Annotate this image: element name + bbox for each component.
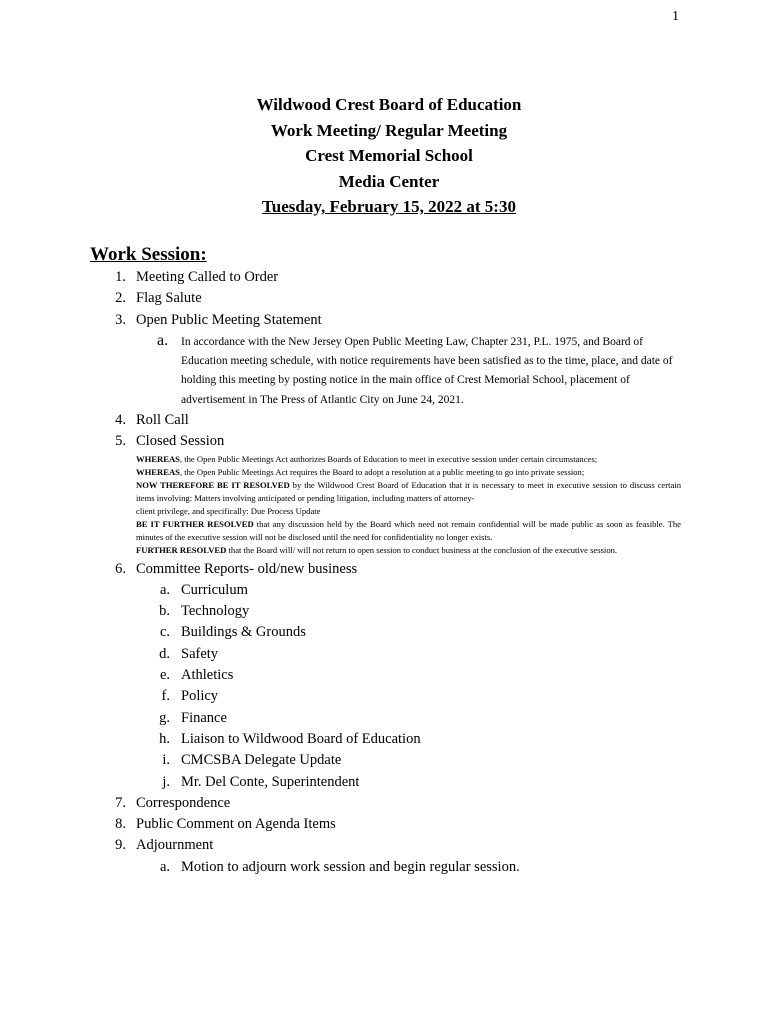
- item-text: Closed Session: [136, 433, 225, 449]
- resolved-text-continued: client privilege, and specifically: Due Process Update: [136, 505, 321, 516]
- sub-list-item: [0, 622, 770, 643]
- sub-list-item: [0, 601, 770, 622]
- sub-item-text: CMCSBA Delegate Update: [181, 752, 342, 769]
- sub-item-letter: g.: [159, 709, 170, 726]
- item-text: Correspondence: [136, 794, 231, 811]
- sub-list-item: [0, 644, 770, 665]
- item-text: Meeting Called to Order: [136, 269, 279, 285]
- further-resolved-label: FURTHER RESOLVED: [136, 544, 227, 555]
- sub-item-text: Athletics: [181, 667, 234, 684]
- sub-list-item: [0, 729, 770, 750]
- item-text: Adjournment: [136, 837, 214, 854]
- item-text: Roll Call: [136, 411, 189, 428]
- list-item: [0, 288, 770, 309]
- further-resolved-text: that the Board will/ will not return to open session to conduct business at the conclusion of the executive session.: [226, 544, 618, 555]
- meeting-location: Media Center: [338, 171, 440, 191]
- sub-item-letter: h.: [159, 730, 170, 747]
- statement-text: In accordance with the New Jersey Open Public Meeting Law, Chapter 231, P.L. 1975, and Board of Education meeting schedule, with notice requirements have been satisfied as to the time, place, and date of holding this meeting by posting notice in the main office of Crest Memorial School, placement of advertisement in The Press of Atlantic City on June 24, 2021.: [181, 335, 673, 406]
- meeting-type: Work Meeting/ Regular Meeting: [270, 120, 508, 140]
- item-text: Open Public Meeting Statement: [136, 311, 322, 328]
- sub-item-letter: e.: [159, 667, 170, 684]
- sub-item-text: Curriculum: [181, 581, 248, 598]
- list-item: [0, 559, 770, 580]
- item-text: Committee Reports- old/new business: [136, 560, 358, 577]
- sub-item-letter: i.: [162, 752, 170, 769]
- whereas-text: , the Open Public Meetings Act requires the Board to adopt a resolution at a public meeting to go into private session;: [179, 467, 585, 478]
- item-number: 6.: [115, 560, 126, 577]
- further-resolved-text: that any discussion held by the Board which need not remain confidential will be made public as soon as feasible. The minutes of the executive session will not be disclosed until the need for confidentiality no longer exists.: [136, 518, 681, 542]
- school-name: Crest Memorial School: [305, 146, 473, 165]
- list-item: [0, 793, 770, 814]
- meeting-date: Tuesday, February 15, 2022 at 5:30: [262, 197, 516, 216]
- page-number: 1: [672, 9, 679, 24]
- document-title-block: [0, 92, 770, 220]
- sub-item-text: Buildings & Grounds: [181, 624, 306, 641]
- item-number: 3.: [115, 311, 126, 328]
- sub-item-text: Liaison to Wildwood Board of Education: [181, 730, 421, 747]
- sub-item-letter: a.: [157, 331, 169, 349]
- sub-item-text: Safety: [181, 645, 219, 662]
- whereas-label: WHEREAS: [136, 454, 180, 465]
- sub-item-letter: a.: [159, 858, 170, 875]
- section-title: Work Session:: [90, 244, 207, 265]
- sub-item-text: Mr. Del Conte, Superintendent: [181, 773, 360, 790]
- list-item: [0, 814, 770, 835]
- sub-list-item: [0, 772, 770, 793]
- sub-item-text: Technology: [181, 603, 250, 620]
- sub-item-letter: d.: [159, 645, 170, 662]
- list-item: [0, 835, 770, 856]
- closed-session-resolution: [136, 453, 681, 556]
- resolved-text: by the Wildwood Crest Board of Education that it is necessary to meet in executive session to discuss certain items involving: Matters involving anticipated or pending litigation, including matters of attorney-: [136, 480, 681, 504]
- open-meeting-statement: [157, 331, 681, 410]
- sub-item-letter: c.: [159, 624, 170, 641]
- sub-item-letter: a.: [159, 581, 170, 598]
- list-item: [0, 310, 770, 331]
- sub-item-letter: j.: [162, 773, 170, 790]
- sub-list-item: [0, 580, 770, 601]
- item-number: 5.: [115, 433, 126, 449]
- item-number: 2.: [115, 290, 126, 307]
- list-item: [0, 267, 770, 288]
- sub-item-letter: b.: [159, 603, 170, 620]
- board-name: Wildwood Crest Board of Education: [256, 95, 522, 114]
- further-resolved-label: BE IT FURTHER RESOLVED: [136, 518, 254, 529]
- item-text: Flag Salute: [136, 290, 202, 307]
- list-item: [0, 431, 770, 452]
- sub-list-item: [0, 857, 770, 878]
- item-number: 7.: [115, 794, 126, 811]
- sub-list-item: [0, 686, 770, 707]
- sub-item-text: Motion to adjourn work session and begin regular session.: [181, 858, 520, 875]
- whereas-text: , the Open Public Meetings Act authorizes Boards of Education to meet in executive session under certain circumstances;: [179, 454, 598, 465]
- sub-item-text: Policy: [181, 688, 219, 705]
- item-number: 4.: [115, 411, 126, 428]
- sub-list-item: [0, 750, 770, 771]
- resolved-label: NOW THEREFORE BE IT RESOLVED: [136, 480, 290, 491]
- item-number: 8.: [115, 816, 126, 833]
- item-number: 1.: [115, 269, 126, 285]
- item-number: 9.: [115, 837, 126, 854]
- sub-item-text: Finance: [181, 709, 227, 726]
- sub-list-item: [0, 708, 770, 729]
- sub-item-letter: f.: [161, 688, 170, 705]
- item-text: Public Comment on Agenda Items: [136, 816, 336, 833]
- whereas-label: WHEREAS: [136, 467, 180, 478]
- sub-list-item: [0, 665, 770, 686]
- agenda-list: [0, 267, 770, 878]
- list-item: [0, 410, 770, 431]
